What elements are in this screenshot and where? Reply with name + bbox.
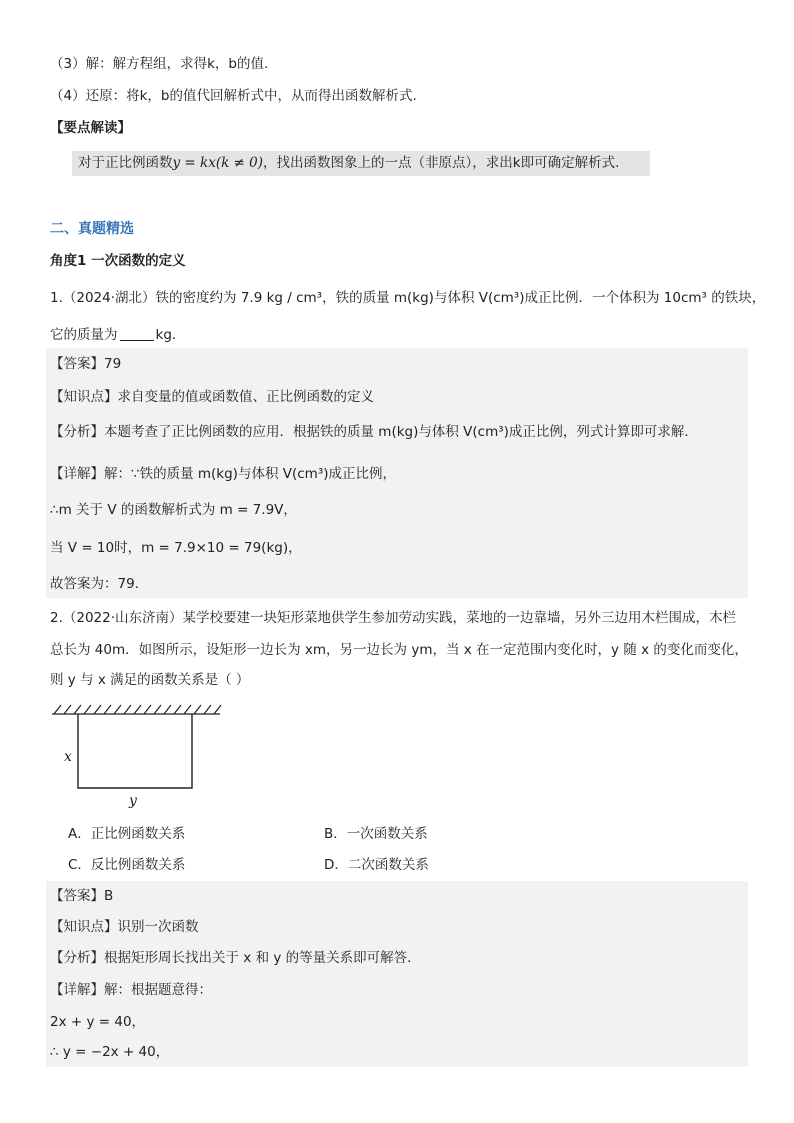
q2-analysis: 【分析】根据矩形周长找出关于 x 和 y 的等量关系即可解答． — [50, 950, 421, 966]
wall-rectangle-figure — [52, 700, 232, 810]
q2-line-1: 2.（2022·山东济南）某学校要建一块矩形菜地供学生参加劳动实践，菜地的一边靠墙，另外三边用木栏围成，木栏 — [50, 610, 737, 626]
q1-answer: 【答案】79 — [50, 356, 122, 372]
q2-line-3: 则 y 与 x 满足的函数关系是（ ） — [50, 672, 250, 688]
q2-line-2: 总长为 40m．如图所示，设矩形一边长为 xm，另一边长为 ym，当 x 在一定范围内变化时，y 随 x 的变化而变化， — [50, 642, 748, 658]
key-points-note — [72, 151, 650, 176]
fig-label-x: x — [64, 749, 72, 765]
note-post: ，找出函数图象上的一点（非原点），求出k即可确定解析式. — [263, 155, 620, 171]
q1-detail-1: 【详解】解：∵铁的质量 m(kg)与体积 V(cm³)成正比例， — [50, 466, 396, 482]
fence-outline — [78, 714, 192, 788]
q1-detail-2: ∴m 关于 V 的函数解析式为 m = 7.9V， — [50, 502, 297, 518]
wall-hatching — [52, 705, 221, 714]
q2-knowledge: 【知识点】识别一次函数 — [50, 919, 199, 935]
q1-line-2 — [50, 325, 185, 345]
q2-answer: 【答案】B — [50, 888, 114, 904]
q1-line-2-post: kg． — [155, 327, 186, 343]
step-4: （4）还原：将k，b的值代回解析式中，从而得出函数解析式. — [50, 88, 417, 104]
option-b[interactable]: B．一次函数关系 — [324, 826, 428, 842]
q2-solution-box — [46, 881, 748, 1067]
key-points-heading: 【要点解读】 — [50, 120, 131, 136]
fig-label-y: y — [129, 793, 137, 809]
q1-line-2-pre: 它的质量为 — [50, 327, 118, 343]
step-3: （3）解：解方程组，求得k，b的值. — [50, 56, 269, 72]
answer-blank — [120, 326, 154, 341]
q2-detail-2: 2x + y = 40， — [50, 1014, 146, 1030]
q2-detail-3: ∴ y = −2x + 40， — [50, 1044, 170, 1060]
q1-knowledge: 【知识点】求自变量的值或函数值、正比例函数的定义 — [50, 389, 374, 405]
q1-detail-4: 故答案为：79． — [50, 576, 149, 592]
section-title: 二、真题精选 — [50, 221, 134, 237]
q2-detail-1: 【详解】解：根据题意得： — [50, 982, 212, 998]
option-d[interactable]: D．二次函数关系 — [324, 857, 429, 873]
option-c[interactable]: C．反比例函数关系 — [68, 857, 186, 873]
q1-line-1: 1.（2024·湖北）铁的密度约为 7.9 kg / cm³，铁的质量 m(kg)与体积 V(cm³)成正比例．一个体积为 10cm³ 的铁块， — [50, 290, 766, 306]
angle-title: 角度1 一次函数的定义 — [50, 253, 186, 269]
option-a[interactable]: A．正比例函数关系 — [68, 826, 186, 842]
q1-analysis: 【分析】本题考查了正比例函数的应用．根据铁的质量 m(kg)与体积 V(cm³)成正比例，列式计算即可求解． — [50, 424, 698, 440]
note-pre: 对于正比例函数 — [78, 155, 173, 171]
q1-detail-3: 当 V = 10时，m = 7.9×10 = 79(kg)， — [50, 540, 302, 556]
note-formula: y = kx(k ≠ 0) — [172, 155, 264, 171]
